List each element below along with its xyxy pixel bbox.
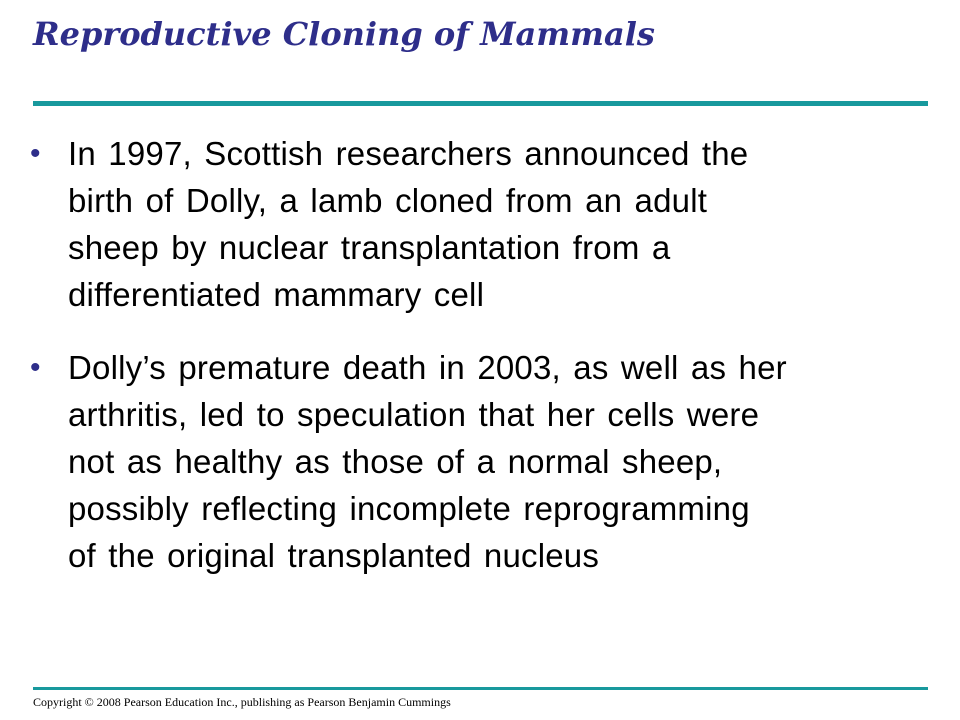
bullet-line: In 1997, Scottish researchers announced the: [68, 135, 749, 172]
bullet-line: not as healthy as those of a normal sheep,: [68, 443, 723, 480]
bullet-marker: •: [30, 137, 41, 170]
bullet-line: Dolly’s premature death in 2003, as well as her: [68, 349, 787, 386]
bullet-line: arthritis, led to speculation that her cells were: [68, 396, 760, 433]
slide-title: Reproductive Cloning of Mammals: [33, 15, 655, 53]
bullet-list: [30, 130, 930, 605]
bullet-line: of the original transplanted nucleus: [68, 537, 600, 574]
footer-divider: [33, 687, 928, 690]
bullet-line: sheep by nuclear transplantation from a: [68, 229, 671, 266]
bullet-line: possibly reflecting incomplete reprogramming: [68, 490, 750, 527]
copyright-footer: Copyright © 2008 Pearson Education Inc., publishing as Pearson Benjamin Cummings: [33, 695, 451, 709]
bullet-line: birth of Dolly, a lamb cloned from an adult: [68, 182, 708, 219]
bullet-line: differentiated mammary cell: [68, 276, 485, 313]
bullet-item-2: [30, 344, 930, 579]
bullet-marker: •: [30, 351, 41, 384]
title-divider: [33, 101, 928, 106]
bullet-item-1: [30, 130, 930, 318]
